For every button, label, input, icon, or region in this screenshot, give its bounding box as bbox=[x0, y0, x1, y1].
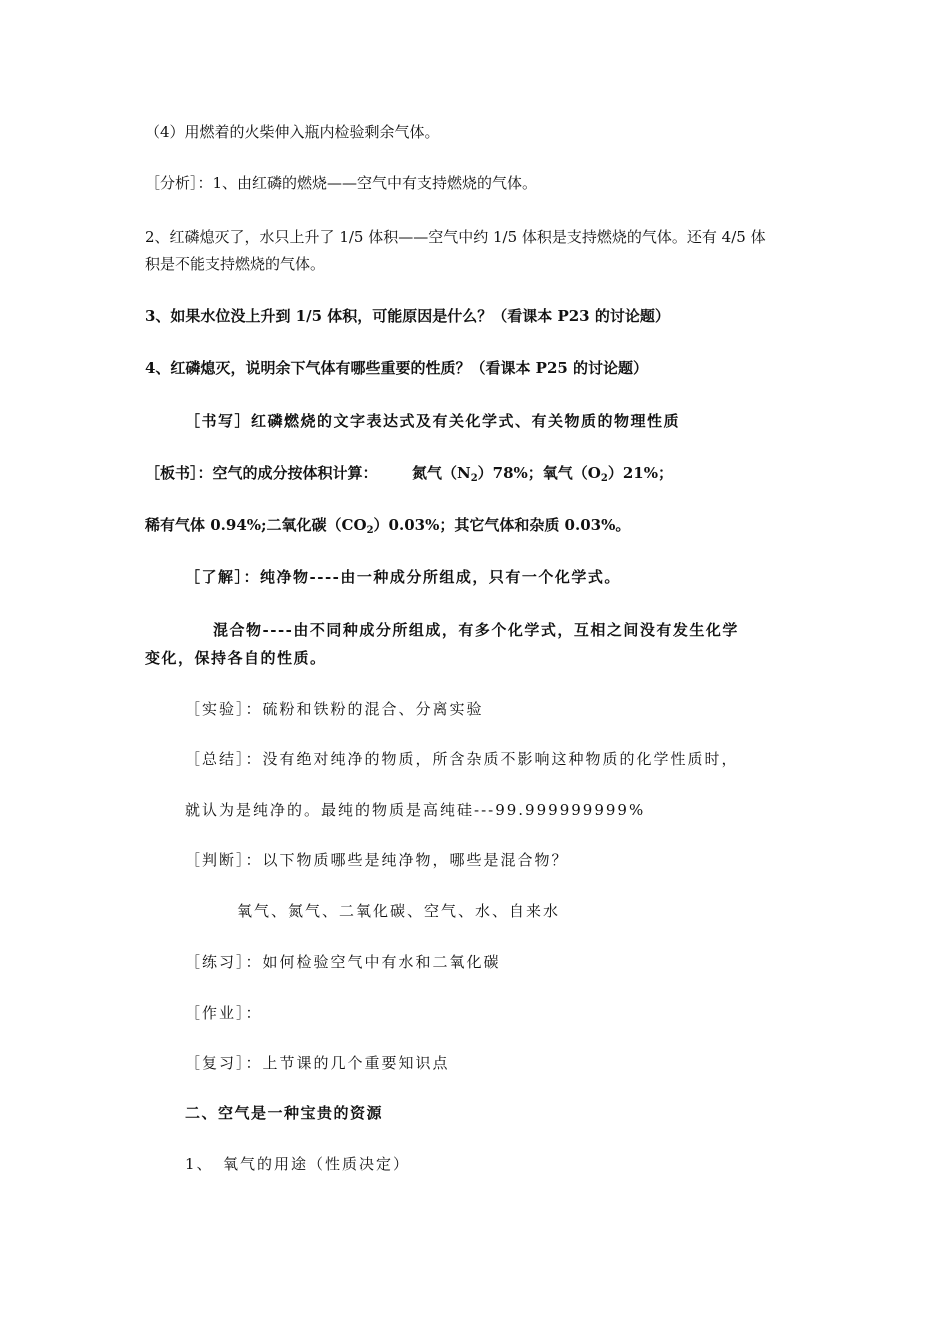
subscript: 2 bbox=[600, 473, 608, 484]
text-line: ［了解］：纯净物----由一种成分所组成，只有一个化学式。 bbox=[185, 568, 621, 586]
text-fragment: 稀有气体 0.94%;二氧化碳（CO bbox=[145, 516, 367, 534]
text-line: ［作业］： bbox=[185, 1004, 263, 1022]
text-fragment: ）21%； bbox=[607, 464, 673, 482]
text-line bbox=[145, 515, 630, 535]
subscript: 2 bbox=[470, 473, 478, 484]
text-fragment: ）0.03%；其它气体和杂质 0.03%。 bbox=[373, 516, 631, 534]
oxygen-text: ）78%；氧气（O bbox=[477, 464, 601, 482]
text-line: 4、红磷熄灭，说明余下气体有哪些重要的性质？（看课本 P25 的讨论题） bbox=[145, 359, 649, 377]
text-line: ［判断］：以下物质哪些是纯净物，哪些是混合物？ bbox=[185, 851, 569, 869]
text-line bbox=[145, 463, 673, 483]
section-heading: ［书写］红磷燃烧的文字表达式及有关化学式、有关物质的物理性质 bbox=[185, 412, 681, 430]
section-heading: 二、空气是一种宝贵的资源 bbox=[185, 1104, 384, 1122]
text-line: ［复习］：上节课的几个重要知识点 bbox=[185, 1054, 450, 1072]
text-line: ［练习］：如何检验空气中有水和二氧化碳 bbox=[185, 953, 501, 971]
text-line: 氧气、氮气、二氧化碳、空气、水、自来水 bbox=[237, 902, 561, 920]
subscript: 2 bbox=[366, 525, 374, 536]
nitrogen-text: 氮气（N bbox=[411, 464, 471, 482]
text-line: 混合物----由不同种成分所组成，有多个化学式，互相之间没有发生化学 bbox=[213, 621, 739, 639]
text-line: 变化，保持各自的性质。 bbox=[145, 649, 327, 667]
text-line: （4）用燃着的火柴伸入瓶内检验剩余气体。 bbox=[145, 123, 440, 141]
text-line: ［实验］：硫粉和铁粉的混合、分离实验 bbox=[185, 700, 484, 718]
text-line: 积是不能支持燃烧的气体。 bbox=[145, 255, 326, 273]
text-line: 2、红磷熄灭了，水只上升了 1/5 体积——空气中约 1/5 体积是支持燃烧的气体。还有 4/5 体 bbox=[145, 228, 766, 246]
text-line: 就认为是纯净的。最纯的物质是高纯硅---99.999999999% bbox=[185, 801, 646, 819]
text-line: ［分析］：1、由红磷的燃烧——空气中有支持燃烧的气体。 bbox=[145, 174, 538, 192]
text-line: 3、如果水位没上升到 1/5 体积，可能原因是什么？（看课本 P23 的讨论题） bbox=[145, 307, 670, 325]
label-board: ［板书］：空气的成分按体积计算： bbox=[145, 464, 378, 482]
text-line: 1、 氧气的用途（性质决定） bbox=[185, 1155, 411, 1173]
text-line: ［总结］：没有绝对纯净的物质，所含杂质不影响这种物质的化学性质时， bbox=[185, 750, 739, 768]
